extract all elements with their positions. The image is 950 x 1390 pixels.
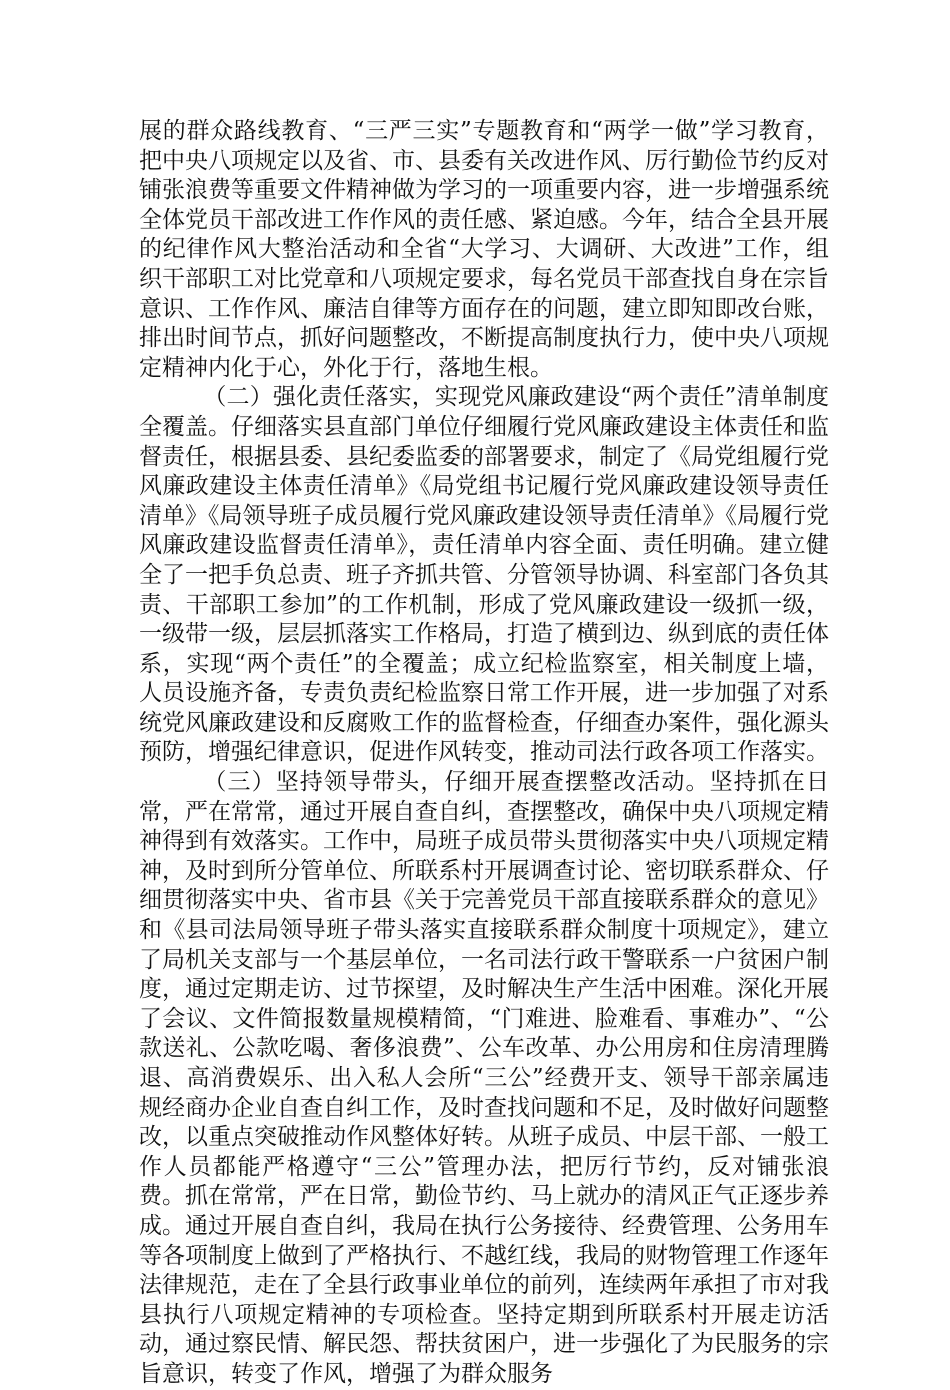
paragraph-continuation: 展的群众路线教育、“三严三实”专题教育和“两学一做”学习教育，把中央八项规定以及省、市、县委有关改进作风、厉行勤俭节约反对铺张浪费等重要文件精神做为学习的一项重要内容，进一步增强系统全体党员干部改进工作作风的责任感、紧迫感。今年，结合全县开展的纪律作风大整治活动和全省“大学习、大调研、大改进”工作，组织干部职工对比党章和八项规定要求，每名党员干部查找自身在宗旨意识、工作作风、廉洁自律等方面存在的问题，建立即知即改台账，排出时间节点，抓好问题整改，不断提高制度执行力，使中央八项规定精神内化于心，外化于行，落地生根。 xyxy=(139,118,829,381)
document-body xyxy=(139,117,829,1390)
paragraph-section-3: （三）坚持领导带头，仔细开展查摆整改活动。坚持抓在日常，严在常常，通过开展自查自纠，查摆整改，确保中央八项规定精神得到有效落实。工作中，局班子成员带头贯彻落实中央八项规定精神，及时到所分管单位、所联系村开展调查讨论、密切联系群众、仔细贯彻落实中央、省市县《关于完善党员干部直接联系群众的意见》和《县司法局领导班子带头落实直接联系群众制度十项规定》，建立了局机关支部与一个基层单位，一名司法行政干警联系一户贫困户制度，通过定期走访、过节探望，及时解决生产生活中困难。深化开展了会议、文件简报数量规模精简，“门难进、脸难看、事难办”、“公款送礼、公款吃喝、奢侈浪费”、公车改革、办公用房和住房清理腾退、高消费娱乐、出入私人会所“三公”经费开支、领导干部亲属违规经商办企业自查自纠工作，及时查找问题和不足，及时做好问题整改，以重点突破推动作风整体好转。从班子成员、中层干部、一般工作人员都能严格遵守“三公”管理办法，把厉行节约，反对铺张浪费。抓在常常，严在日常，勤俭节约、马上就办的清风正气正逐步养成。通过开展自查自纠，我局在执行公务接待、经费管理、公务用车等各项制度上做到了严格执行、不越红线，我局的财物管理工作逐年法律规范，走在了全县行政事业单位的前列，连续两年承担了市对我县执行八项规定精神的专项检查。坚持定期到所联系村开展走访活动，通过察民情、解民怨、帮扶贫困户，进一步强化了为民服务的宗旨意识，转变了作风，增强了为群众服务 xyxy=(139,769,829,1387)
paragraph-section-2: （二）强化责任落实，实现党风廉政建设“两个责任”清单制度全覆盖。仔细落实县直部门单位仔细履行党风廉政建设主体责任和监督责任，根据县委、县纪委监委的部署要求，制定了《局党组履行党风廉政建设主体责任清单》《局党组书记履行党风廉政建设领导责任清单》《局领导班子成员履行党风廉政建设领导责任清单》《局履行党风廉政建设监督责任清单》，责任清单内容全面、责任明确。建立健全了一把手负总责、班子齐抓共管、分管领导协调、科室部门各负其责、干部职工参加”的工作机制，形成了党风廉政建设一级抓一级，一级带一级，层层抓落实工作格局，打造了横到边、纵到底的责任体系，实现“两个责任”的全覆盖；成立纪检监察室，相关制度上墙，人员设施齐备，专责负责纪检监察日常工作开展，进一步加强了对系统党风廉政建设和反腐败工作的监督检查，仔细查办案件，强化源头预防，增强纪律意识，促进作风转变，推动司法行政各项工作落实。 xyxy=(139,384,829,766)
